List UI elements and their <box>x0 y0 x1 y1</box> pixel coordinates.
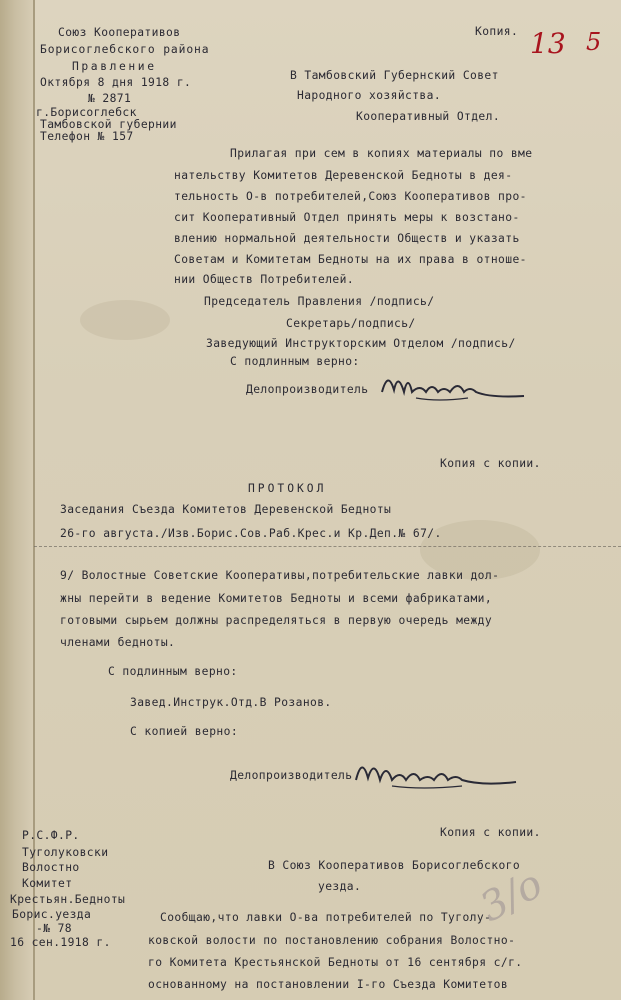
protocol-line: жны перейти в ведение Комитетов Бедноты и всеми фабрикатами, <box>60 592 493 605</box>
stamp-line: Комитет <box>22 877 73 890</box>
letter-line: сит Кооперативный Отдел принять меры к возстано- <box>174 211 520 224</box>
letter-line: Советам и Комитетам Бедноты на их права в отноше- <box>174 253 527 266</box>
org-region: Борисоглебского района <box>40 43 210 56</box>
letter-number: № 2871 <box>88 92 132 105</box>
secretary-signature-line: Секретарь/подпись/ <box>286 317 416 330</box>
letter-date: Октября 8 дня 1918 г. <box>40 76 192 89</box>
stamp-line: 16 сен.1918 г. <box>10 936 111 949</box>
copy-mark: Копия. <box>475 25 519 38</box>
chairman-signature-line: Председатель Правления /подпись/ <box>204 295 435 308</box>
true-original-note: С подлинным верно: <box>108 665 238 678</box>
section-divider <box>34 546 621 547</box>
protocol-line: 9/ Волостные Советские Кооперативы,потребительские лавки дол- <box>60 569 500 582</box>
letter-city: г.Борисоглебск <box>36 106 137 119</box>
true-copy-note: С подлинным верно: <box>230 355 360 368</box>
archive-number-extra: 5 <box>586 28 602 56</box>
letter-line: нательству Комитетов Деревенской Бедноты в дея- <box>174 169 513 182</box>
copy-of-copy-mark-2: Копия с копии. <box>440 826 541 839</box>
letter2-line: ковской волости по постановлению собрания Волостно- <box>148 934 516 947</box>
clerk-signature-2 <box>352 748 522 796</box>
org-name: Союз Кооперативов <box>58 26 181 39</box>
stamp-line: Борис.уезда <box>12 908 92 921</box>
stamp-line: Туголуковски <box>22 846 109 859</box>
protocol-heading: Заседания Съезда Комитетов Деревенской Бедноты <box>60 503 392 516</box>
letter2-line: Сообщаю,что лавки О-ва потребителей по Туголу- <box>160 911 492 924</box>
addressee-line-2: Народного хозяйства. <box>297 89 442 102</box>
letter-line: тельность О-в потребителей,Союз Кооперативов про- <box>174 190 527 203</box>
addressee2-line-2: уезда. <box>318 880 362 893</box>
addressee-line-3: Кооперативный Отдел. <box>356 110 501 123</box>
addressee2-line-1: В Союз Кооперативов Борисоглебского <box>268 859 521 872</box>
clerk-title: Делопроизводитель <box>230 769 353 782</box>
letter-province: Тамбовской губернии <box>40 118 177 131</box>
stamp-line: Р.С.Ф.Р. <box>22 829 80 842</box>
org-board: Правление <box>72 60 157 73</box>
protocol-title: ПРОТОКОЛ <box>248 482 327 495</box>
copy-of-copy-mark: Копия с копии. <box>440 457 541 470</box>
stamp-line: Волостно <box>22 861 80 874</box>
clerk-signature-1 <box>378 362 528 410</box>
letter2-line: го Комитета Крестьянской Бедноты от 16 сентября с/г. <box>148 956 523 969</box>
paper-stain <box>80 300 170 340</box>
addressee-line-1: В Тамбовский Губернский Совет <box>290 69 499 82</box>
instructor-head-signature-line: Заведующий Инструкторским Отделом /подпись/ <box>206 337 516 350</box>
letter-line: нии Обществ Потребителей. <box>174 273 355 286</box>
instructor-head-name: Завед.Инструк.Отд.В Розанов. <box>130 696 332 709</box>
protocol-line: членами бедноты. <box>60 636 176 649</box>
letter-line: Прилагая при сем в копиях материалы по вме <box>230 147 533 160</box>
true-copy-note: С копией верно: <box>130 725 239 738</box>
clerk-title: Делопроизводитель <box>246 383 369 396</box>
pencil-note: 3/о <box>472 860 551 932</box>
archive-number: 13 <box>530 27 566 60</box>
letter-phone: Телефон № 157 <box>40 130 134 143</box>
protocol-reference: 26-го августа./Изв.Борис.Сов.Раб.Крес.и Кр.Деп.№ 67/. <box>60 527 442 540</box>
stamp-line: Крестьян.Бедноты <box>10 893 126 906</box>
letter-line: влению нормальной деятельности Обществ и указать <box>174 232 520 245</box>
letter2-line: основанному на постановлении I-го Съезда Комитетов <box>148 978 509 991</box>
stamp-line: -№ 78 <box>36 922 73 935</box>
protocol-line: готовыми сырьем должны распределяться в первую очередь между <box>60 614 493 627</box>
